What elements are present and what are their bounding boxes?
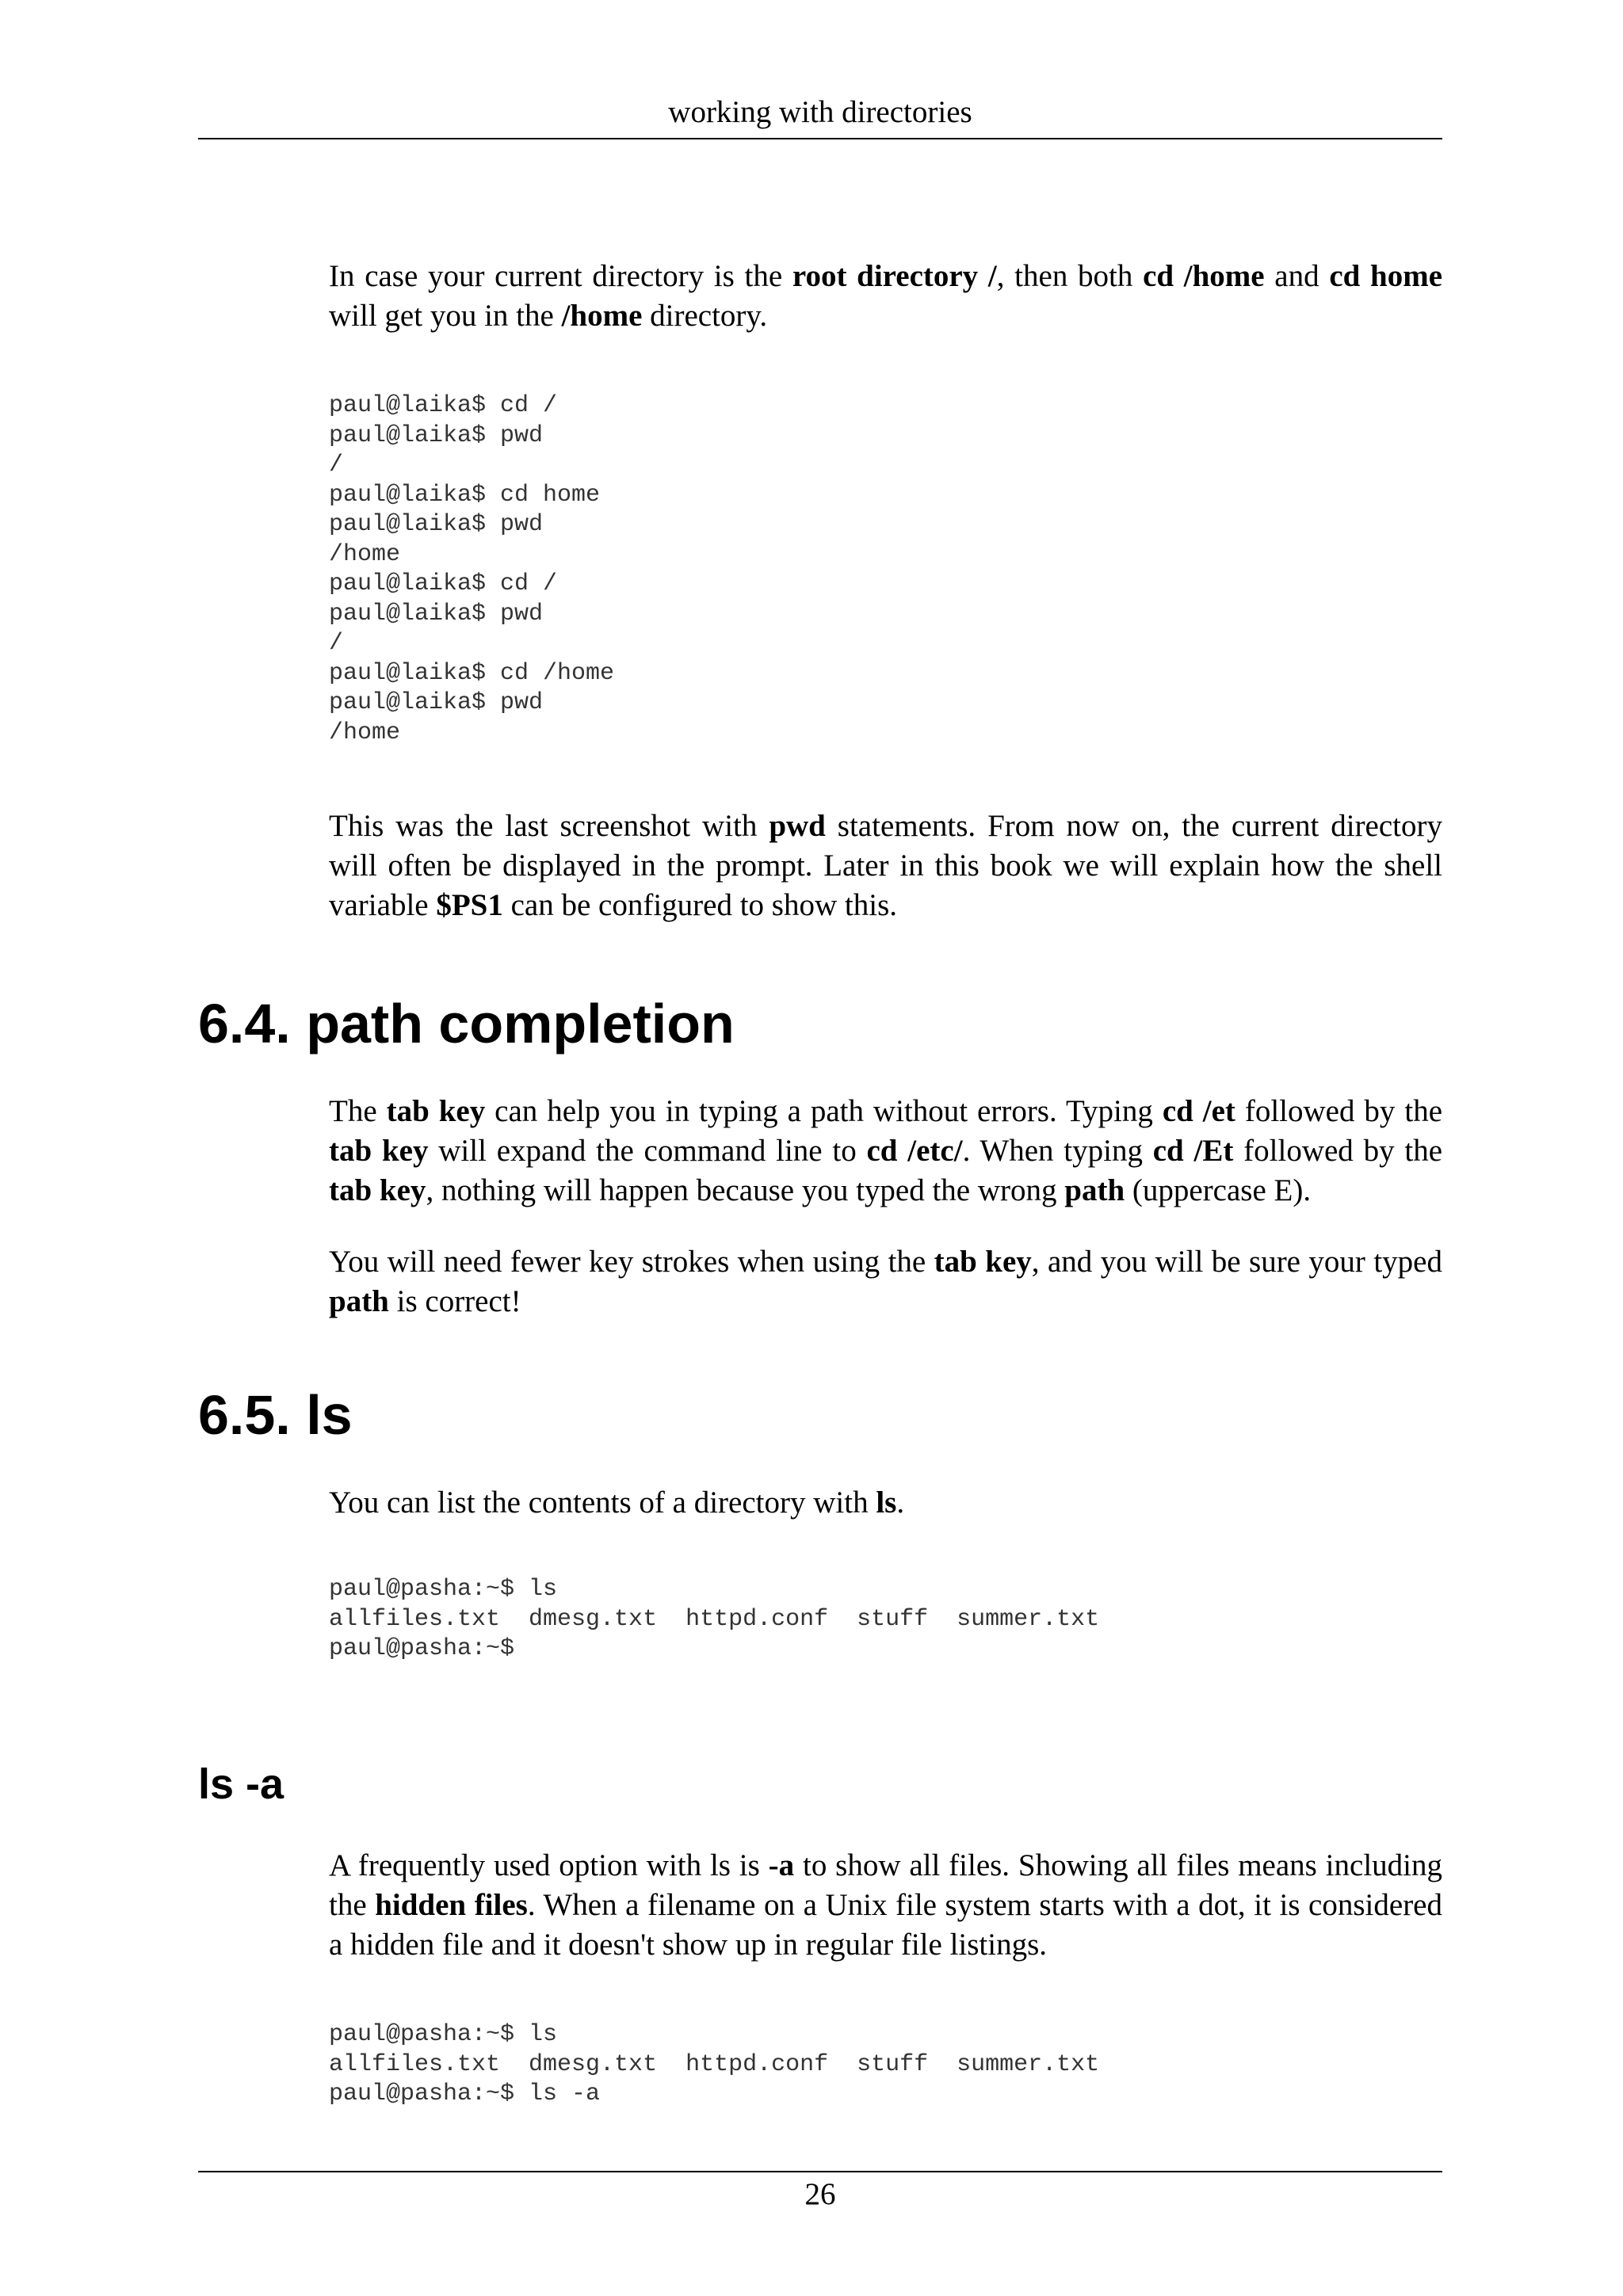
code-line: allfiles.txt dmesg.txt httpd.conf stuff summer.txt	[329, 2050, 1100, 2078]
code-line: allfiles.txt dmesg.txt httpd.conf stuff summer.txt	[329, 1605, 1100, 1633]
code-line: paul@laika$ pwd	[329, 421, 544, 449]
code-block-ls-a	[329, 2020, 1099, 2110]
header-rule	[198, 138, 1442, 139]
code-line: paul@pasha:~$ ls	[329, 1576, 558, 1603]
code-line: paul@pasha:~$	[329, 1635, 515, 1662]
ls-paragraph: You can list the contents of a directory with ls.	[329, 1486, 905, 1520]
code-line: /	[329, 630, 344, 657]
code-line: /home	[329, 719, 401, 746]
section-heading-path-completion: 6.4. path completion	[198, 993, 735, 1055]
code-line: paul@laika$ cd /	[329, 392, 558, 419]
subsection-heading-ls-a: ls -a	[198, 1760, 285, 1808]
code-line: paul@laika$ cd home	[329, 481, 601, 509]
code-line: /home	[329, 540, 401, 568]
path-completion-paragraph-2: You will need fewer key strokes when using the tab key, and you will be sure your typed path is correct!	[329, 1245, 1442, 1318]
code-line: paul@laika$ pwd	[329, 689, 544, 716]
pwd-paragraph: This was the last screenshot with pwd statements. From now on, the current directory will often be displayed in the prompt. Later in this book we will explain how the shell variable $PS1 can be configured to show this.	[329, 809, 1442, 922]
code-block-pwd	[329, 391, 614, 748]
code-line: paul@pasha:~$ ls -a	[329, 2081, 601, 2107]
code-line: paul@pasha:~$ ls	[329, 2021, 558, 2048]
section-heading-ls: 6.5. ls	[198, 1384, 353, 1446]
code-line: /	[329, 452, 344, 479]
code-line: paul@laika$ cd /	[329, 570, 558, 597]
ls-a-paragraph: A frequently used option with ls is -a to show all files. Showing all files means including the hidden files. When a filename on a Unix file system starts with a dot, it is considered a hidden file and it doesn't show up in regular file listings.	[329, 1848, 1442, 1962]
path-completion-paragraph-1: The tab key can help you in typing a path without errors. Typing cd /et followed by the tab key will expand the command line to cd /etc/. When typing cd /Et followed by the tab key, nothing will happen because you typed the wrong path (uppercase E).	[329, 1094, 1443, 1207]
code-line: paul@laika$ pwd	[329, 511, 544, 538]
page-number: 26	[804, 2177, 836, 2211]
footer-rule	[198, 2171, 1442, 2172]
code-line: paul@laika$ pwd	[329, 600, 544, 627]
intro-paragraph: In case your current directory is the root directory /, then both cd /home and cd home will get you in the /home directory.	[329, 259, 1443, 333]
code-line: paul@laika$ cd /home	[329, 659, 615, 687]
running-header: working with directories	[668, 95, 972, 129]
code-block-ls	[329, 1575, 1099, 1665]
